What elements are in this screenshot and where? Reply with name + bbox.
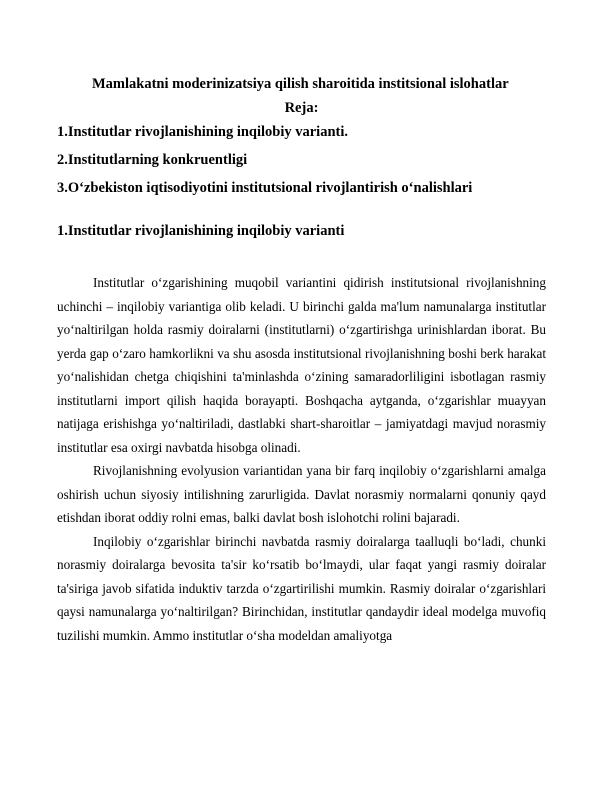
plan-heading: Reja: <box>284 100 319 116</box>
plan-item-2: 2.Institutlarning konkruentligi <box>57 152 248 168</box>
paragraph-1: Institutlar o‘zgarishining muqobil variantini qidirish institutsional rivojlanishning uchinchi – inqilobiy variantiga olib keladi. U birinchi galda ma'lum namunalarga institutlar yo‘naltirilgan holda rasmiy doiralarni (institutlarni) o‘zgartirishga urinishlardan iborat. Bu yerda gap o‘zaro hamkorlikni va shu asosda institutsional rivojlanishning boshi berk harakat yo‘nalishidan chetga chiqishini ta'minlashda o‘zining samaradorliligini isbotlagan rasmiy institutlarni import qilish haqida borayapti. Boshqacha aytganda, o‘zgarishlar muayyan natijaga erishishga yo‘naltiriladi, dastlabki shart-sharoitlar – jamiyatdagi mavjud norasmiy institutlar esa oxirgi navbatda hisobga olinadi. <box>57 275 546 455</box>
section-heading: 1.Institutlar rivojlanishining inqilobiy varianti <box>57 223 345 239</box>
plan-item-3: 3.O‘zbekiston iqtisodiyotini institutsional rivojlantirish o‘nalishlari <box>57 180 473 196</box>
plan-item-1: 1.Institutlar rivojlanishining inqilobiy varianti. <box>57 124 349 140</box>
body-text <box>57 271 546 647</box>
paragraph-2: Rivojlanishning evolyusion variantidan yana bir farq inqilobiy o‘zgarishlarni amalga oshirish uchun siyosiy intilishning zarurligida. Davlat norasmiy normalarni qonuniy qayd etishdan iborat oddiy rolni emas, balki davlat bosh islohotchi rolini bajaradi. <box>57 463 546 525</box>
document-title: Mamlakatni moderinizatsiya qilish sharoitida institsional islohatlar <box>92 76 509 92</box>
plan-list <box>57 122 546 199</box>
document-page <box>57 74 546 647</box>
paragraph-3: Inqilobiy o‘zgarishlar birinchi navbatda rasmiy doiralarga taalluqli bo‘ladi, chunki norasmiy doiralarga bevosita ta'sir ko‘rsatib bo‘lmaydi, ular faqat yangi rasmiy doiralar ta'siriga javob sifatida induktiv tarzda o‘zgartirilishi mumkin. Rasmiy doiralar o‘zgarishlari qaysi namunalarga yo‘naltirilgan? Birinchidan, institutlar qandaydir ideal modelga muvofiq tuzilishi mumkin. Ammo institutlar o‘sha modeldan amaliyotga <box>57 533 546 643</box>
